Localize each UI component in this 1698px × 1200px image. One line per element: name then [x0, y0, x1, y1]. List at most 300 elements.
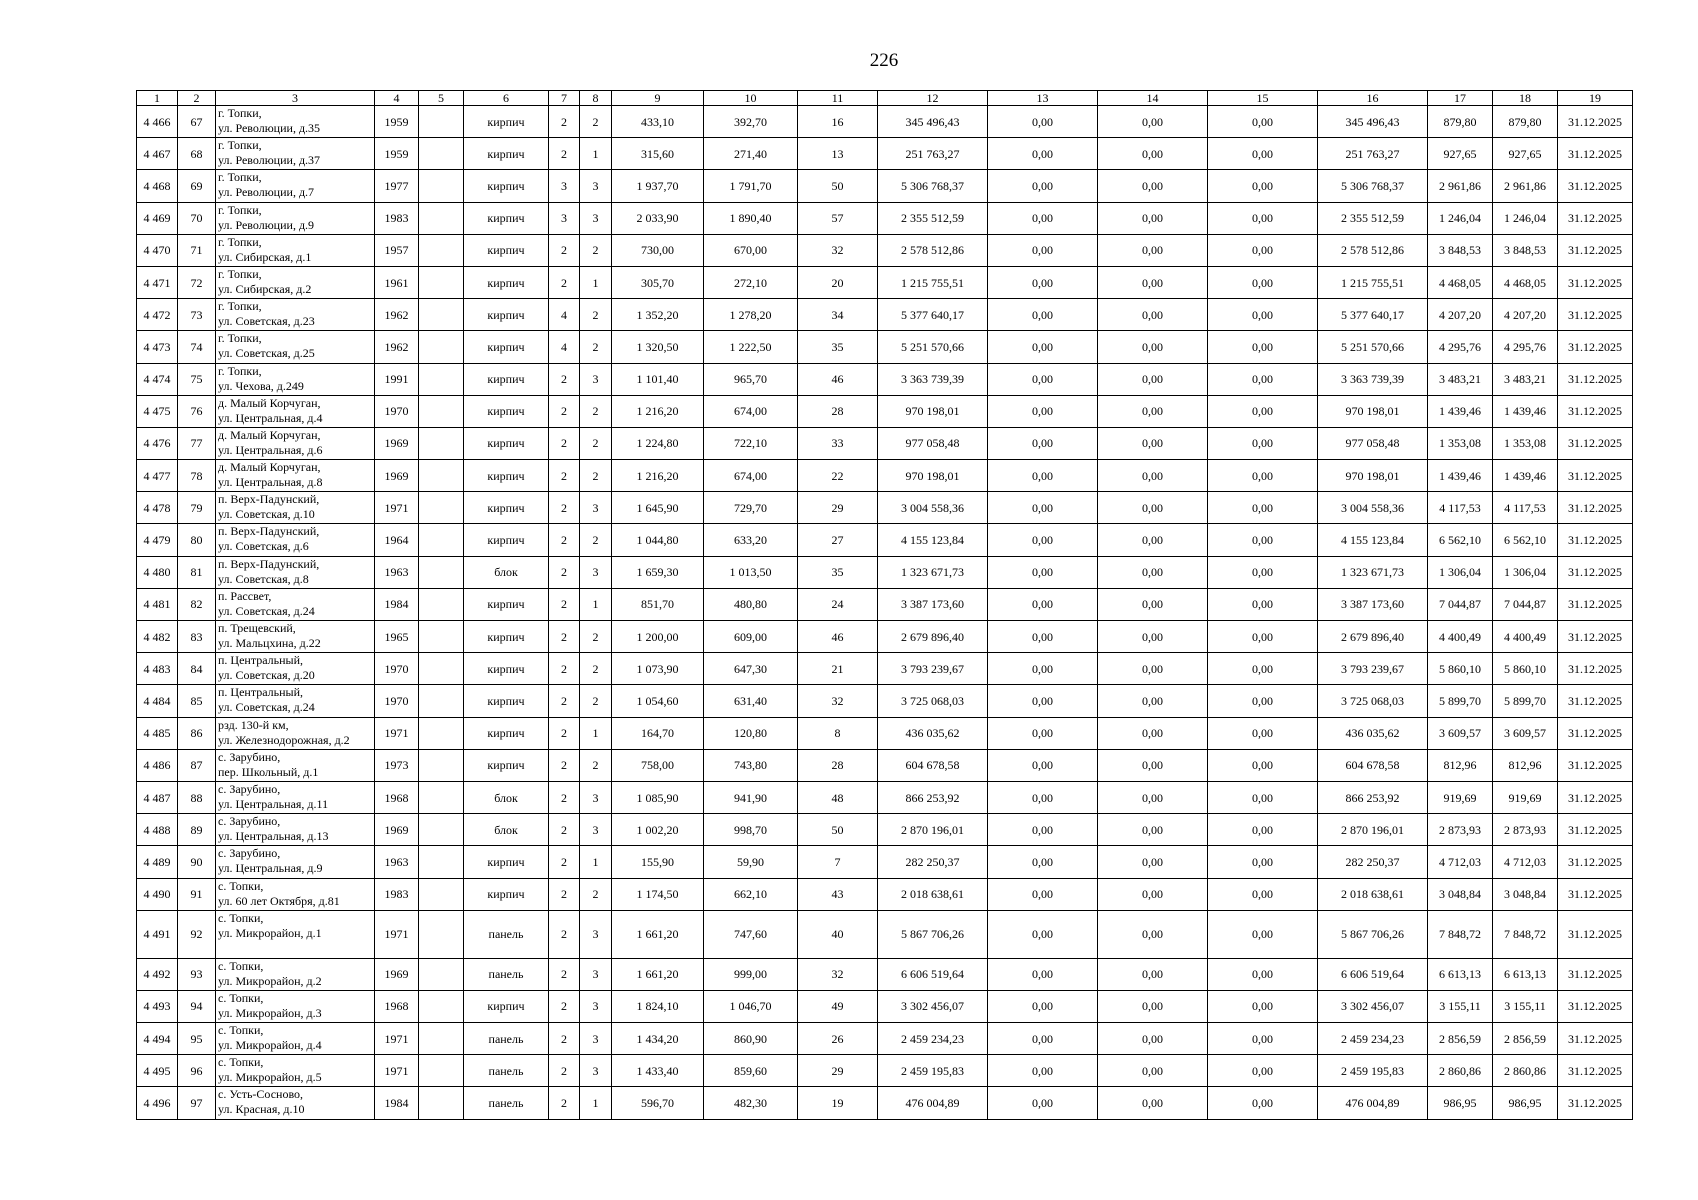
- record-number-cell: 4 488: [137, 814, 178, 846]
- residents-cell: 8: [798, 717, 878, 749]
- year-built-cell: 1970: [375, 653, 419, 685]
- address-street: ул. Революции, д.7: [218, 185, 315, 200]
- address-locality: с. Усть-Сосново,: [218, 1087, 304, 1102]
- column-header-6: 6: [464, 91, 549, 106]
- residents-cell: 13: [798, 138, 878, 170]
- item-number-cell: 67: [178, 106, 216, 138]
- total-area-cell: 1 659,30: [612, 556, 704, 588]
- column-13-cell: 0,00: [988, 1023, 1098, 1055]
- column-13-cell: 0,00: [988, 299, 1098, 331]
- unit-cost-17-cell: 4 207,20: [1428, 299, 1493, 331]
- total-area-cell: 1 661,20: [612, 910, 704, 958]
- item-number-cell: 83: [178, 621, 216, 653]
- column-5-cell: [419, 395, 464, 427]
- total-area-cell: 1 216,20: [612, 395, 704, 427]
- column-5-cell: [419, 299, 464, 331]
- column-13-cell: 0,00: [988, 685, 1098, 717]
- unit-cost-18-cell: 2 856,59: [1493, 1023, 1558, 1055]
- address-street: ул. Сибирская, д.1: [218, 249, 312, 264]
- record-number-cell: 4 480: [137, 556, 178, 588]
- column-header-7: 7: [549, 91, 580, 106]
- wall-material-cell: кирпич: [464, 460, 549, 492]
- address-locality: с. Зарубино,: [218, 814, 281, 829]
- address-locality: с. Зарубино,: [218, 749, 281, 764]
- entrances-cell: 2: [580, 106, 612, 138]
- unit-cost-17-cell: 4 468,05: [1428, 266, 1493, 298]
- entrances-cell: 1: [580, 138, 612, 170]
- total-area-cell: 1 054,60: [612, 685, 704, 717]
- table-row: [137, 588, 1633, 620]
- column-header-5: 5: [419, 91, 464, 106]
- address-locality: г. Топки,: [218, 266, 262, 281]
- floors-cell: 2: [549, 1087, 580, 1119]
- deadline-date-cell: 31.12.2025: [1558, 588, 1633, 620]
- residents-cell: 40: [798, 910, 878, 958]
- column-15-cell: 0,00: [1208, 266, 1318, 298]
- column-15-cell: 0,00: [1208, 814, 1318, 846]
- column-14-cell: 0,00: [1098, 717, 1208, 749]
- deadline-date-cell: 31.12.2025: [1558, 202, 1633, 234]
- address-street: ул. Микрорайон, д.1: [218, 925, 322, 940]
- year-built-cell: 1968: [375, 781, 419, 813]
- floors-cell: 2: [549, 524, 580, 556]
- column-15-cell: 0,00: [1208, 846, 1318, 878]
- column-15-cell: 0,00: [1208, 299, 1318, 331]
- entrances-cell: 2: [580, 653, 612, 685]
- unit-cost-18-cell: 927,65: [1493, 138, 1558, 170]
- column-13-cell: 0,00: [988, 846, 1098, 878]
- record-number-cell: 4 490: [137, 878, 178, 910]
- column-14-cell: 0,00: [1098, 814, 1208, 846]
- address-street: ул. Советская, д.23: [218, 314, 315, 329]
- wall-material-cell: кирпич: [464, 588, 549, 620]
- deadline-date-cell: 31.12.2025: [1558, 138, 1633, 170]
- entrances-cell: 1: [580, 266, 612, 298]
- record-number-cell: 4 473: [137, 331, 178, 363]
- total-cost-cell: 3 004 558,36: [878, 492, 988, 524]
- floors-cell: 2: [549, 395, 580, 427]
- column-14-cell: 0,00: [1098, 202, 1208, 234]
- total-cost-cell: 5 306 768,37: [878, 170, 988, 202]
- unit-cost-17-cell: 3 483,21: [1428, 363, 1493, 395]
- column-5-cell: [419, 653, 464, 685]
- address-locality: п. Верх-Падунский,: [218, 492, 320, 507]
- table-row: [137, 170, 1633, 202]
- wall-material-cell: кирпич: [464, 878, 549, 910]
- column-13-cell: 0,00: [988, 395, 1098, 427]
- total-cost-cell: 2 459 195,83: [878, 1055, 988, 1087]
- address-cell: [216, 106, 375, 138]
- year-built-cell: 1984: [375, 588, 419, 620]
- total-area-cell: 1 645,90: [612, 492, 704, 524]
- total-cost-cell: 970 198,01: [878, 395, 988, 427]
- address-cell: [216, 653, 375, 685]
- table-row: [137, 910, 1633, 958]
- living-area-cell: 747,60: [704, 910, 798, 958]
- unit-cost-17-cell: 2 873,93: [1428, 814, 1493, 846]
- deadline-date-cell: 31.12.2025: [1558, 299, 1633, 331]
- floors-cell: 2: [549, 749, 580, 781]
- address-locality: с. Топки,: [218, 1023, 264, 1038]
- table-row: [137, 202, 1633, 234]
- wall-material-cell: панель: [464, 910, 549, 958]
- column-14-cell: 0,00: [1098, 492, 1208, 524]
- entrances-cell: 2: [580, 331, 612, 363]
- column-16-cost-cell: 4 155 123,84: [1318, 524, 1428, 556]
- table-row: [137, 781, 1633, 813]
- address-cell: [216, 717, 375, 749]
- total-cost-cell: 3 793 239,67: [878, 653, 988, 685]
- item-number-cell: 93: [178, 958, 216, 990]
- column-15-cell: 0,00: [1208, 653, 1318, 685]
- unit-cost-17-cell: 5 899,70: [1428, 685, 1493, 717]
- table-row: [137, 846, 1633, 878]
- column-15-cell: 0,00: [1208, 492, 1318, 524]
- address-locality: с. Топки,: [218, 878, 264, 893]
- year-built-cell: 1961: [375, 266, 419, 298]
- deadline-date-cell: 31.12.2025: [1558, 685, 1633, 717]
- deadline-date-cell: 31.12.2025: [1558, 878, 1633, 910]
- column-5-cell: [419, 1087, 464, 1119]
- living-area-cell: 670,00: [704, 234, 798, 266]
- wall-material-cell: панель: [464, 1087, 549, 1119]
- unit-cost-17-cell: 1 246,04: [1428, 202, 1493, 234]
- item-number-cell: 75: [178, 363, 216, 395]
- wall-material-cell: блок: [464, 781, 549, 813]
- floors-cell: 2: [549, 990, 580, 1022]
- address-cell: [216, 234, 375, 266]
- living-area-cell: 271,40: [704, 138, 798, 170]
- total-area-cell: 164,70: [612, 717, 704, 749]
- record-number-cell: 4 476: [137, 427, 178, 459]
- unit-cost-18-cell: 2 961,86: [1493, 170, 1558, 202]
- deadline-date-cell: 31.12.2025: [1558, 653, 1633, 685]
- record-number-cell: 4 486: [137, 749, 178, 781]
- total-area-cell: 1 174,50: [612, 878, 704, 910]
- address-street: ул. Советская, д.24: [218, 700, 315, 715]
- address-street: ул. Советская, д.24: [218, 603, 315, 618]
- column-5-cell: [419, 138, 464, 170]
- residents-cell: 21: [798, 653, 878, 685]
- column-13-cell: 0,00: [988, 170, 1098, 202]
- floors-cell: 2: [549, 653, 580, 685]
- residents-cell: 43: [798, 878, 878, 910]
- residents-cell: 24: [798, 588, 878, 620]
- item-number-cell: 69: [178, 170, 216, 202]
- address-locality: с. Зарубино,: [218, 781, 281, 796]
- year-built-cell: 1971: [375, 492, 419, 524]
- record-number-cell: 4 468: [137, 170, 178, 202]
- deadline-date-cell: 31.12.2025: [1558, 395, 1633, 427]
- wall-material-cell: кирпич: [464, 363, 549, 395]
- wall-material-cell: кирпич: [464, 685, 549, 717]
- column-13-cell: 0,00: [988, 106, 1098, 138]
- floors-cell: 2: [549, 621, 580, 653]
- item-number-cell: 94: [178, 990, 216, 1022]
- address-locality: п. Центральный,: [218, 685, 304, 700]
- column-5-cell: [419, 234, 464, 266]
- unit-cost-18-cell: 4 295,76: [1493, 331, 1558, 363]
- residents-cell: 28: [798, 749, 878, 781]
- record-number-cell: 4 471: [137, 266, 178, 298]
- record-number-cell: 4 495: [137, 1055, 178, 1087]
- column-header-19: 19: [1558, 91, 1633, 106]
- unit-cost-18-cell: 7 044,87: [1493, 588, 1558, 620]
- floors-cell: 2: [549, 556, 580, 588]
- page-number: 226: [869, 50, 899, 71]
- residents-cell: 27: [798, 524, 878, 556]
- total-area-cell: 1 352,20: [612, 299, 704, 331]
- residents-cell: 32: [798, 234, 878, 266]
- item-number-cell: 92: [178, 910, 216, 958]
- address-cell: [216, 138, 375, 170]
- column-header-13: 13: [988, 91, 1098, 106]
- address-street: ул. Центральная, д.9: [218, 861, 323, 876]
- entrances-cell: 3: [580, 556, 612, 588]
- unit-cost-17-cell: 5 860,10: [1428, 653, 1493, 685]
- table-row: [137, 363, 1633, 395]
- unit-cost-17-cell: 6 562,10: [1428, 524, 1493, 556]
- column-header-18: 18: [1493, 91, 1558, 106]
- entrances-cell: 2: [580, 621, 612, 653]
- address-street: ул. Революции, д.35: [218, 121, 321, 135]
- floors-cell: 2: [549, 685, 580, 717]
- address-street: ул. 60 лет Октября, д.81: [218, 893, 340, 908]
- column-16-cost-cell: 2 459 234,23: [1318, 1023, 1428, 1055]
- item-number-cell: 79: [178, 492, 216, 524]
- residents-cell: 50: [798, 814, 878, 846]
- address-locality: п. Верх-Падунский,: [218, 524, 320, 539]
- residents-cell: 46: [798, 363, 878, 395]
- deadline-date-cell: 31.12.2025: [1558, 910, 1633, 958]
- column-header-14: 14: [1098, 91, 1208, 106]
- address-street: ул. Советская, д.25: [218, 346, 315, 361]
- column-13-cell: 0,00: [988, 717, 1098, 749]
- column-14-cell: 0,00: [1098, 331, 1208, 363]
- total-area-cell: 1 085,90: [612, 781, 704, 813]
- residents-cell: 49: [798, 990, 878, 1022]
- year-built-cell: 1971: [375, 910, 419, 958]
- record-number-cell: 4 475: [137, 395, 178, 427]
- record-number-cell: 4 472: [137, 299, 178, 331]
- address-locality: с. Топки,: [218, 990, 264, 1005]
- total-cost-cell: 251 763,27: [878, 138, 988, 170]
- column-16-cost-cell: 6 606 519,64: [1318, 958, 1428, 990]
- address-cell: [216, 395, 375, 427]
- column-5-cell: [419, 910, 464, 958]
- entrances-cell: 2: [580, 427, 612, 459]
- floors-cell: 2: [549, 138, 580, 170]
- address-street: ул. Мальцхина, д.22: [218, 636, 321, 650]
- total-area-cell: 315,60: [612, 138, 704, 170]
- year-built-cell: 1962: [375, 331, 419, 363]
- entrances-cell: 2: [580, 234, 612, 266]
- column-16-cost-cell: 282 250,37: [1318, 846, 1428, 878]
- column-13-cell: 0,00: [988, 363, 1098, 395]
- column-14-cell: 0,00: [1098, 556, 1208, 588]
- residents-cell: 48: [798, 781, 878, 813]
- floors-cell: 2: [549, 588, 580, 620]
- unit-cost-18-cell: 6 613,13: [1493, 958, 1558, 990]
- deadline-date-cell: 31.12.2025: [1558, 331, 1633, 363]
- column-14-cell: 0,00: [1098, 588, 1208, 620]
- address-cell: [216, 588, 375, 620]
- unit-cost-18-cell: 986,95: [1493, 1087, 1558, 1119]
- living-area-cell: 59,90: [704, 846, 798, 878]
- column-header-9: 9: [612, 91, 704, 106]
- column-5-cell: [419, 990, 464, 1022]
- column-16-cost-cell: 1 323 671,73: [1318, 556, 1428, 588]
- year-built-cell: 1971: [375, 1055, 419, 1087]
- column-15-cell: 0,00: [1208, 1055, 1318, 1087]
- residents-cell: 33: [798, 427, 878, 459]
- unit-cost-18-cell: 5 860,10: [1493, 653, 1558, 685]
- wall-material-cell: блок: [464, 814, 549, 846]
- floors-cell: 2: [549, 106, 580, 138]
- record-number-cell: 4 489: [137, 846, 178, 878]
- address-locality: г. Топки,: [218, 138, 262, 153]
- total-cost-cell: 345 496,43: [878, 106, 988, 138]
- column-5-cell: [419, 170, 464, 202]
- unit-cost-17-cell: 3 609,57: [1428, 717, 1493, 749]
- table-row: [137, 556, 1633, 588]
- item-number-cell: 90: [178, 846, 216, 878]
- address-cell: [216, 749, 375, 781]
- unit-cost-18-cell: 1 246,04: [1493, 202, 1558, 234]
- year-built-cell: 1959: [375, 138, 419, 170]
- table-row: [137, 460, 1633, 492]
- address-cell: [216, 524, 375, 556]
- floors-cell: 2: [549, 266, 580, 298]
- column-15-cell: 0,00: [1208, 910, 1318, 958]
- column-16-cost-cell: 2 679 896,40: [1318, 621, 1428, 653]
- entrances-cell: 3: [580, 958, 612, 990]
- unit-cost-17-cell: 879,80: [1428, 106, 1493, 138]
- deadline-date-cell: 31.12.2025: [1558, 460, 1633, 492]
- column-14-cell: 0,00: [1098, 749, 1208, 781]
- address-locality: п. Центральный,: [218, 653, 304, 668]
- column-16-cost-cell: 345 496,43: [1318, 106, 1428, 138]
- total-cost-cell: 2 018 638,61: [878, 878, 988, 910]
- wall-material-cell: кирпич: [464, 170, 549, 202]
- column-14-cell: 0,00: [1098, 653, 1208, 685]
- table-row: [137, 685, 1633, 717]
- floors-cell: 2: [549, 958, 580, 990]
- floors-cell: 2: [549, 492, 580, 524]
- table-row: [137, 234, 1633, 266]
- column-13-cell: 0,00: [988, 234, 1098, 266]
- unit-cost-17-cell: 4 117,53: [1428, 492, 1493, 524]
- table-row: [137, 749, 1633, 781]
- column-16-cost-cell: 2 459 195,83: [1318, 1055, 1428, 1087]
- column-13-cell: 0,00: [988, 1087, 1098, 1119]
- unit-cost-17-cell: 4 400,49: [1428, 621, 1493, 653]
- column-13-cell: 0,00: [988, 910, 1098, 958]
- unit-cost-18-cell: 3 848,53: [1493, 234, 1558, 266]
- table-row: [137, 878, 1633, 910]
- item-number-cell: 70: [178, 202, 216, 234]
- total-cost-cell: 476 004,89: [878, 1087, 988, 1119]
- column-16-cost-cell: 5 867 706,26: [1318, 910, 1428, 958]
- deadline-date-cell: 31.12.2025: [1558, 106, 1633, 138]
- address-street: ул. Революции, д.37: [218, 153, 321, 168]
- column-13-cell: 0,00: [988, 266, 1098, 298]
- deadline-date-cell: 31.12.2025: [1558, 781, 1633, 813]
- column-5-cell: [419, 106, 464, 138]
- record-number-cell: 4 477: [137, 460, 178, 492]
- living-area-cell: 1 890,40: [704, 202, 798, 234]
- address-locality: п. Трещевский,: [218, 621, 296, 635]
- address-street: ул. Микрорайон, д.3: [218, 1005, 322, 1020]
- column-13-cell: 0,00: [988, 749, 1098, 781]
- living-area-cell: 1 046,70: [704, 990, 798, 1022]
- column-16-cost-cell: 977 058,48: [1318, 427, 1428, 459]
- year-built-cell: 1991: [375, 363, 419, 395]
- address-locality: г. Топки,: [218, 202, 262, 217]
- total-area-cell: 1 044,80: [612, 524, 704, 556]
- entrances-cell: 2: [580, 460, 612, 492]
- total-area-cell: 730,00: [612, 234, 704, 266]
- entrances-cell: 1: [580, 846, 612, 878]
- wall-material-cell: кирпич: [464, 524, 549, 556]
- wall-material-cell: блок: [464, 556, 549, 588]
- item-number-cell: 86: [178, 717, 216, 749]
- column-13-cell: 0,00: [988, 202, 1098, 234]
- unit-cost-17-cell: 1 306,04: [1428, 556, 1493, 588]
- column-15-cell: 0,00: [1208, 170, 1318, 202]
- deadline-date-cell: 31.12.2025: [1558, 990, 1633, 1022]
- total-cost-cell: 3 302 456,07: [878, 990, 988, 1022]
- column-15-cell: 0,00: [1208, 234, 1318, 266]
- column-15-cell: 0,00: [1208, 524, 1318, 556]
- unit-cost-18-cell: 7 848,72: [1493, 910, 1558, 958]
- item-number-cell: 68: [178, 138, 216, 170]
- total-area-cell: 1 824,10: [612, 990, 704, 1022]
- floors-cell: 2: [549, 427, 580, 459]
- total-cost-cell: 436 035,62: [878, 717, 988, 749]
- year-built-cell: 1983: [375, 878, 419, 910]
- address-cell: [216, 266, 375, 298]
- record-number-cell: 4 479: [137, 524, 178, 556]
- total-area-cell: 851,70: [612, 588, 704, 620]
- living-area-cell: 1 222,50: [704, 331, 798, 363]
- deadline-date-cell: 31.12.2025: [1558, 234, 1633, 266]
- column-5-cell: [419, 958, 464, 990]
- column-14-cell: 0,00: [1098, 621, 1208, 653]
- item-number-cell: 84: [178, 653, 216, 685]
- column-header-15: 15: [1208, 91, 1318, 106]
- column-header-1: 1: [137, 91, 178, 106]
- address-street: ул. Центральная, д.4: [218, 410, 323, 425]
- record-number-cell: 4 478: [137, 492, 178, 524]
- column-14-cell: 0,00: [1098, 299, 1208, 331]
- address-street: ул. Советская, д.8: [218, 571, 309, 586]
- living-area-cell: 392,70: [704, 106, 798, 138]
- entrances-cell: 2: [580, 685, 612, 717]
- table-row: [137, 717, 1633, 749]
- column-13-cell: 0,00: [988, 460, 1098, 492]
- column-15-cell: 0,00: [1208, 106, 1318, 138]
- address-street: ул. Советская, д.6: [218, 539, 309, 554]
- column-5-cell: [419, 749, 464, 781]
- column-14-cell: 0,00: [1098, 990, 1208, 1022]
- entrances-cell: 2: [580, 524, 612, 556]
- unit-cost-17-cell: 6 613,13: [1428, 958, 1493, 990]
- column-14-cell: 0,00: [1098, 170, 1208, 202]
- column-5-cell: [419, 621, 464, 653]
- wall-material-cell: кирпич: [464, 106, 549, 138]
- total-area-cell: 1 661,20: [612, 958, 704, 990]
